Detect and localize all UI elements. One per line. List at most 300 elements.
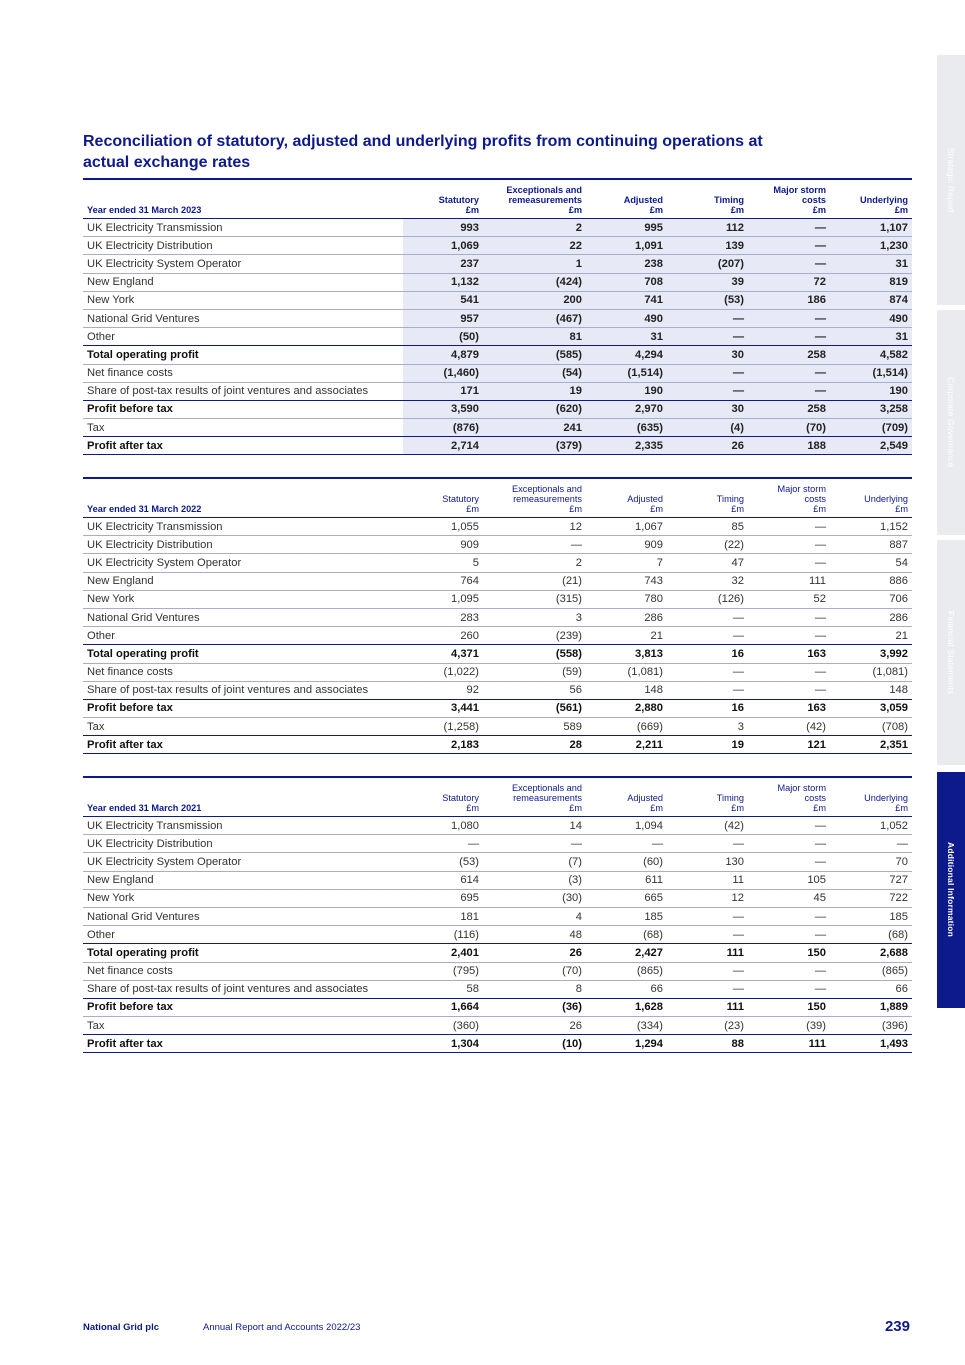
cell-major-storm: 163 [748, 645, 830, 663]
cell-timing: — [667, 608, 748, 626]
column-header-underlying [830, 778, 912, 817]
cell-adjusted: 4,294 [586, 346, 667, 364]
cell-statutory: 171 [403, 382, 483, 400]
year-label: Year ended 31 March 2022 [83, 479, 403, 518]
cell-exceptionals: 2 [483, 554, 586, 572]
row-label: Total operating profit [83, 944, 403, 962]
column-header-exceptionals [483, 180, 586, 219]
row-label: Net finance costs [83, 962, 403, 980]
cell-timing: — [667, 980, 748, 998]
row-label: UK Electricity Distribution [83, 536, 403, 554]
cell-statutory: 993 [403, 219, 483, 237]
cell-adjusted: 2,880 [586, 699, 667, 717]
cell-statutory: 92 [403, 681, 483, 699]
cell-exceptionals: (10) [483, 1035, 586, 1053]
cell-statutory: 3,441 [403, 699, 483, 717]
cell-exceptionals: 22 [483, 237, 586, 255]
cell-statutory: 2,183 [403, 736, 483, 754]
table-total-row [83, 944, 912, 962]
row-label: Profit after tax [83, 1035, 403, 1053]
cell-exceptionals: (54) [483, 364, 586, 382]
cell-timing: 112 [667, 219, 748, 237]
cell-timing: 16 [667, 645, 748, 663]
cell-exceptionals: 3 [483, 608, 586, 626]
cell-underlying: 3,258 [830, 400, 912, 418]
cell-timing: 47 [667, 554, 748, 572]
column-header-statutory [403, 778, 483, 817]
column-header-adjusted [586, 180, 667, 219]
column-header-line: Adjusted [627, 793, 663, 803]
column-header-line: £m [466, 803, 479, 813]
cell-major-storm: — [748, 309, 830, 327]
cell-major-storm: (42) [748, 718, 830, 736]
cell-adjusted: — [586, 835, 667, 853]
side-tab-corporate-governance[interactable] [937, 310, 965, 535]
cell-underlying: 31 [830, 328, 912, 346]
row-label: New England [83, 572, 403, 590]
cell-adjusted: 1,628 [586, 998, 667, 1016]
cell-major-storm: (70) [748, 419, 830, 437]
row-label: National Grid Ventures [83, 907, 403, 925]
cell-timing: — [667, 328, 748, 346]
cell-underlying: (1,081) [830, 663, 912, 681]
row-label: Tax [83, 1017, 403, 1035]
cell-underlying: 819 [830, 273, 912, 291]
table-row [83, 663, 912, 681]
cell-statutory: (116) [403, 926, 483, 944]
cell-major-storm: (39) [748, 1017, 830, 1035]
row-label: Other [83, 328, 403, 346]
cell-underlying: 1,052 [830, 817, 912, 835]
side-tab-additional-information[interactable] [937, 772, 965, 1008]
table-row [83, 627, 912, 645]
column-header-line: Timing [714, 195, 744, 205]
row-label: Total operating profit [83, 346, 403, 364]
column-header-underlying [830, 180, 912, 219]
cell-major-storm: — [748, 536, 830, 554]
row-label: Net finance costs [83, 663, 403, 681]
cell-statutory: (1,022) [403, 663, 483, 681]
cell-exceptionals: 200 [483, 291, 586, 309]
cell-timing: — [667, 907, 748, 925]
cell-timing: — [667, 681, 748, 699]
cell-major-storm: — [748, 328, 830, 346]
row-label: National Grid Ventures [83, 608, 403, 626]
column-header-line: £m [569, 803, 582, 813]
row-label: Profit after tax [83, 736, 403, 754]
cell-major-storm: — [748, 681, 830, 699]
cell-statutory: 614 [403, 871, 483, 889]
cell-exceptionals: (70) [483, 962, 586, 980]
footer-company: National Grid plc [83, 1322, 160, 1333]
column-header-line: Major storm [777, 783, 826, 793]
column-header-major-storm [748, 180, 830, 219]
table-row [83, 536, 912, 554]
reconciliation-table [83, 477, 912, 754]
table-total-row [83, 437, 912, 455]
cell-major-storm: 258 [748, 400, 830, 418]
cell-major-storm: — [748, 907, 830, 925]
row-label: Share of post-tax results of joint ventures and associates [83, 382, 403, 400]
cell-timing: — [667, 364, 748, 382]
cell-exceptionals: 56 [483, 681, 586, 699]
side-tab-label: Additional Information [946, 842, 956, 938]
cell-underlying: 1,493 [830, 1035, 912, 1053]
row-label: Profit after tax [83, 437, 403, 455]
column-header-line: £m [466, 504, 479, 514]
column-header-line: £m [649, 205, 663, 215]
column-header-timing [667, 180, 748, 219]
table-row [83, 889, 912, 907]
cell-exceptionals: — [483, 536, 586, 554]
column-header-major-storm [748, 778, 830, 817]
column-header-line: Timing [716, 793, 744, 803]
cell-statutory: 1,304 [403, 1035, 483, 1053]
table-row [83, 219, 912, 237]
cell-statutory: 1,132 [403, 273, 483, 291]
cell-timing: 11 [667, 871, 748, 889]
cell-exceptionals: 8 [483, 980, 586, 998]
cell-adjusted: 238 [586, 255, 667, 273]
side-tab-label: Financial Statements [946, 610, 956, 695]
cell-exceptionals: (239) [483, 627, 586, 645]
cell-major-storm: 52 [748, 590, 830, 608]
cell-exceptionals: 4 [483, 907, 586, 925]
cell-timing: 130 [667, 853, 748, 871]
cell-major-storm: — [748, 255, 830, 273]
column-header-exceptionals [483, 778, 586, 817]
cell-major-storm: 111 [748, 572, 830, 590]
table-row [83, 1017, 912, 1035]
cell-exceptionals: 48 [483, 926, 586, 944]
side-tab-strategic-report[interactable] [937, 55, 965, 305]
column-header-line: Exceptionals and [512, 484, 582, 494]
cell-exceptionals: 241 [483, 419, 586, 437]
table-row [83, 255, 912, 273]
table-row [83, 237, 912, 255]
cell-exceptionals: 589 [483, 718, 586, 736]
cell-timing: — [667, 926, 748, 944]
cell-timing: — [667, 835, 748, 853]
table-header-row [83, 479, 912, 518]
cell-major-storm: 150 [748, 944, 830, 962]
table-row [83, 907, 912, 925]
cell-underlying: 2,688 [830, 944, 912, 962]
column-header-timing [667, 778, 748, 817]
table-row [83, 419, 912, 437]
year-label: Year ended 31 March 2021 [83, 778, 403, 817]
cell-adjusted: 286 [586, 608, 667, 626]
cell-statutory: (1,258) [403, 718, 483, 736]
cell-exceptionals: 12 [483, 518, 586, 536]
cell-adjusted: 1,067 [586, 518, 667, 536]
table-row [83, 554, 912, 572]
cell-statutory: 957 [403, 309, 483, 327]
cell-exceptionals: 1 [483, 255, 586, 273]
cell-major-storm: — [748, 962, 830, 980]
cell-major-storm: 72 [748, 273, 830, 291]
cell-timing: — [667, 663, 748, 681]
table-total-row [83, 998, 912, 1016]
cell-underlying: 1,152 [830, 518, 912, 536]
table-row [83, 962, 912, 980]
page-number: 239 [884, 1318, 910, 1335]
cell-statutory: 541 [403, 291, 483, 309]
cell-statutory: 2,401 [403, 944, 483, 962]
table-total-row [83, 346, 912, 364]
column-header-line: costs [801, 195, 826, 205]
column-header-line: £m [569, 504, 582, 514]
cell-adjusted: 7 [586, 554, 667, 572]
cell-timing: 39 [667, 273, 748, 291]
cell-underlying: (865) [830, 962, 912, 980]
column-header-line: remeasurements [508, 195, 582, 205]
column-header-line: Statutory [438, 195, 479, 205]
row-label: UK Electricity System Operator [83, 255, 403, 273]
cell-statutory: 1,664 [403, 998, 483, 1016]
cell-exceptionals: 14 [483, 817, 586, 835]
cell-timing: 16 [667, 699, 748, 717]
column-header-line: £m [465, 205, 479, 215]
cell-underlying: 722 [830, 889, 912, 907]
cell-underlying: 148 [830, 681, 912, 699]
column-header-line: £m [650, 803, 663, 813]
row-label: UK Electricity Transmission [83, 518, 403, 536]
side-tab-label: Corporate Governance [946, 377, 956, 468]
cell-adjusted: 66 [586, 980, 667, 998]
cell-adjusted: 2,211 [586, 736, 667, 754]
cell-exceptionals: (620) [483, 400, 586, 418]
cell-timing: 12 [667, 889, 748, 907]
row-label: Other [83, 627, 403, 645]
cell-underlying: (709) [830, 419, 912, 437]
cell-underlying: 1,107 [830, 219, 912, 237]
cell-major-storm: — [748, 980, 830, 998]
cell-adjusted: 909 [586, 536, 667, 554]
cell-adjusted: (635) [586, 419, 667, 437]
column-header-line: £m [895, 504, 908, 514]
cell-adjusted: 490 [586, 309, 667, 327]
cell-statutory: 181 [403, 907, 483, 925]
cell-underlying: 874 [830, 291, 912, 309]
cell-underlying: 2,549 [830, 437, 912, 455]
cell-timing: 19 [667, 736, 748, 754]
column-header-line: Timing [716, 494, 744, 504]
cell-major-storm: — [748, 219, 830, 237]
table-row [83, 718, 912, 736]
side-tab-label: Strategic Report [946, 147, 956, 213]
cell-underlying: 66 [830, 980, 912, 998]
cell-exceptionals: (467) [483, 309, 586, 327]
column-header-line: £m [895, 803, 908, 813]
column-header-statutory [403, 180, 483, 219]
cell-underlying: 3,992 [830, 645, 912, 663]
cell-adjusted: 1,091 [586, 237, 667, 255]
column-header-line: £m [731, 504, 744, 514]
cell-major-storm: 150 [748, 998, 830, 1016]
cell-statutory: — [403, 835, 483, 853]
table-row [83, 980, 912, 998]
row-label: National Grid Ventures [83, 309, 403, 327]
cell-major-storm: — [748, 237, 830, 255]
column-header-line: costs [804, 494, 826, 504]
cell-timing: 32 [667, 572, 748, 590]
cell-adjusted: 31 [586, 328, 667, 346]
cell-adjusted: 708 [586, 273, 667, 291]
column-header-line: Exceptionals and [506, 185, 582, 195]
cell-statutory: (53) [403, 853, 483, 871]
row-label: Tax [83, 718, 403, 736]
row-label: UK Electricity Transmission [83, 817, 403, 835]
cell-timing: (126) [667, 590, 748, 608]
cell-timing: — [667, 962, 748, 980]
cell-exceptionals: 81 [483, 328, 586, 346]
cell-adjusted: (68) [586, 926, 667, 944]
column-header-line: Major storm [777, 484, 826, 494]
cell-underlying: — [830, 835, 912, 853]
column-header-adjusted [586, 778, 667, 817]
cell-statutory: 237 [403, 255, 483, 273]
table-row [83, 364, 912, 382]
table-row [83, 590, 912, 608]
column-header-line: £m [731, 803, 744, 813]
table-row [83, 853, 912, 871]
side-tab-financial-statements[interactable] [937, 540, 965, 765]
cell-exceptionals: (3) [483, 871, 586, 889]
cell-statutory: (1,460) [403, 364, 483, 382]
cell-underlying: 31 [830, 255, 912, 273]
column-header-line: Underlying [864, 793, 908, 803]
cell-exceptionals: (59) [483, 663, 586, 681]
cell-adjusted: 2,335 [586, 437, 667, 455]
cell-statutory: (876) [403, 419, 483, 437]
cell-exceptionals: (36) [483, 998, 586, 1016]
cell-exceptionals: — [483, 835, 586, 853]
reconciliation-table [83, 776, 912, 1053]
row-label: UK Electricity Distribution [83, 237, 403, 255]
cell-major-storm: — [748, 817, 830, 835]
cell-exceptionals: 26 [483, 944, 586, 962]
cell-statutory: 1,080 [403, 817, 483, 835]
cell-underlying: 490 [830, 309, 912, 327]
cell-timing: 26 [667, 437, 748, 455]
table-header-row [83, 778, 912, 817]
cell-adjusted: 1,094 [586, 817, 667, 835]
cell-underlying: 54 [830, 554, 912, 572]
cell-timing: (53) [667, 291, 748, 309]
cell-statutory: 3,590 [403, 400, 483, 418]
cell-underlying: (708) [830, 718, 912, 736]
cell-adjusted: 2,427 [586, 944, 667, 962]
row-label: Share of post-tax results of joint ventures and associates [83, 681, 403, 699]
column-header-line: £m [730, 205, 744, 215]
column-header-line: £m [812, 205, 826, 215]
column-header-line: £m [813, 504, 826, 514]
cell-major-storm: — [748, 364, 830, 382]
table-row [83, 291, 912, 309]
cell-adjusted: 21 [586, 627, 667, 645]
cell-major-storm: 163 [748, 699, 830, 717]
cell-adjusted: 190 [586, 382, 667, 400]
table-row [83, 382, 912, 400]
table-row [83, 518, 912, 536]
cell-timing: 3 [667, 718, 748, 736]
cell-adjusted: (1,081) [586, 663, 667, 681]
row-label: Tax [83, 419, 403, 437]
cell-adjusted: 1,294 [586, 1035, 667, 1053]
row-label: Profit before tax [83, 699, 403, 717]
row-label: Other [83, 926, 403, 944]
column-header-underlying [830, 479, 912, 518]
row-label: UK Electricity System Operator [83, 853, 403, 871]
cell-timing: (42) [667, 817, 748, 835]
table-total-row [83, 400, 912, 418]
cell-statutory: 260 [403, 627, 483, 645]
cell-timing: — [667, 627, 748, 645]
cell-underlying: 706 [830, 590, 912, 608]
cell-timing: 30 [667, 346, 748, 364]
year-label: Year ended 31 March 2023 [83, 180, 403, 219]
cell-statutory: 1,095 [403, 590, 483, 608]
cell-adjusted: 743 [586, 572, 667, 590]
column-header-line: remeasurements [513, 793, 582, 803]
cell-major-storm: — [748, 853, 830, 871]
page-title: Reconciliation of statutory, adjusted and underlying profits from continuing operations at actual exchange rates [83, 133, 763, 171]
table-row [83, 608, 912, 626]
reconciliation-table [83, 178, 912, 455]
column-header-timing [667, 479, 748, 518]
row-label: New York [83, 590, 403, 608]
cell-timing: (22) [667, 536, 748, 554]
column-header-line: Underlying [864, 494, 908, 504]
cell-major-storm: — [748, 554, 830, 572]
cell-adjusted: 780 [586, 590, 667, 608]
cell-adjusted: 611 [586, 871, 667, 889]
cell-underlying: 190 [830, 382, 912, 400]
cell-major-storm: — [748, 518, 830, 536]
cell-adjusted: 185 [586, 907, 667, 925]
cell-underlying: 1,889 [830, 998, 912, 1016]
cell-underlying: 286 [830, 608, 912, 626]
cell-statutory: 1,055 [403, 518, 483, 536]
table-total-row [83, 645, 912, 663]
table-total-row [83, 1035, 912, 1053]
cell-underlying: 1,230 [830, 237, 912, 255]
column-header-line: £m [894, 205, 908, 215]
cell-exceptionals: (7) [483, 853, 586, 871]
cell-statutory: 695 [403, 889, 483, 907]
row-label: UK Electricity Transmission [83, 219, 403, 237]
cell-exceptionals: (424) [483, 273, 586, 291]
cell-major-storm: 45 [748, 889, 830, 907]
column-header-line: Underlying [860, 195, 908, 205]
row-label: New York [83, 291, 403, 309]
column-header-line: Adjusted [623, 195, 663, 205]
table-row [83, 572, 912, 590]
row-label: Net finance costs [83, 364, 403, 382]
cell-statutory: 4,879 [403, 346, 483, 364]
cell-underlying: 70 [830, 853, 912, 871]
table-row [83, 273, 912, 291]
table-row [83, 681, 912, 699]
cell-adjusted: 665 [586, 889, 667, 907]
column-header-major-storm [748, 479, 830, 518]
cell-timing: (23) [667, 1017, 748, 1035]
cell-underlying: 887 [830, 536, 912, 554]
cell-major-storm: — [748, 663, 830, 681]
table-row [83, 871, 912, 889]
cell-adjusted: 2,970 [586, 400, 667, 418]
